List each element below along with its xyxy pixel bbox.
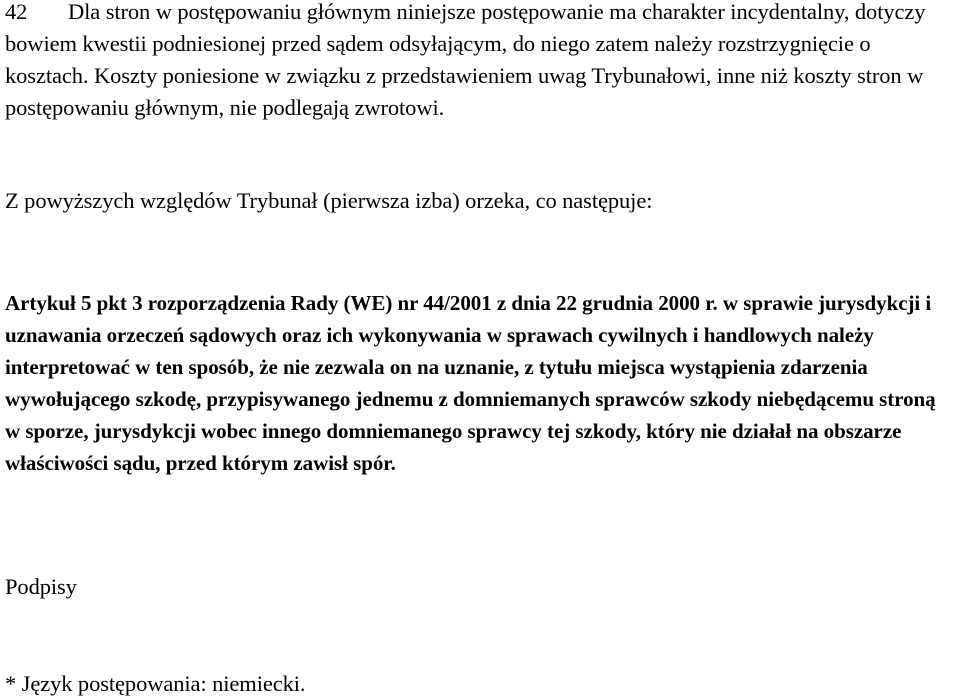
paragraph-42: [5, 0, 955, 124]
paragraph-number: 42: [5, 0, 28, 24]
document-page: [5, 0, 955, 700]
paragraph-42-text: Dla stron w postępowaniu głównym niniejsze postępowanie ma charakter incydentalny, dotyczy bowiem kwestii podniesionej przed sądem odsyłającym, do niego zatem należy rozstrzygnięcie o kosztach. Koszty poniesione w związku z przedstawieniem uwag Trybunałowi, inne niż koszty stron w postępowaniu głównym, nie podlegają zwrotowi.: [5, 0, 926, 120]
ruling-operative-part: Artykuł 5 pkt 3 rozporządzenia Rady (WE) nr 44/2001 z dnia 22 grudnia 2000 r. w sprawie jurysdykcji i uznawania orzeczeń sądowych oraz ich wykonywania w sprawach cywilnych i handlowych należy interpretować w ten sposób, że nie zezwala on na uznanie, z tytułu miejsca wystąpienia zdarzenia wywołującego szkodę, przypisywanego jednemu z domniemanych sprawców szkody niebędącemu stroną w sporze, jurysdykcji wobec innego domniemanego sprawcy tej szkody, który nie działał na obszarze właściwości sądu, przed którym zawisł spór.: [5, 291, 936, 475]
signatures-heading: Podpisy: [5, 574, 77, 599]
ruling-intro: Z powyższych względów Trybunał (pierwsza izba) orzeka, co następuje:: [5, 188, 653, 213]
language-footnote: * Język postępowania: niemiecki.: [5, 671, 306, 696]
